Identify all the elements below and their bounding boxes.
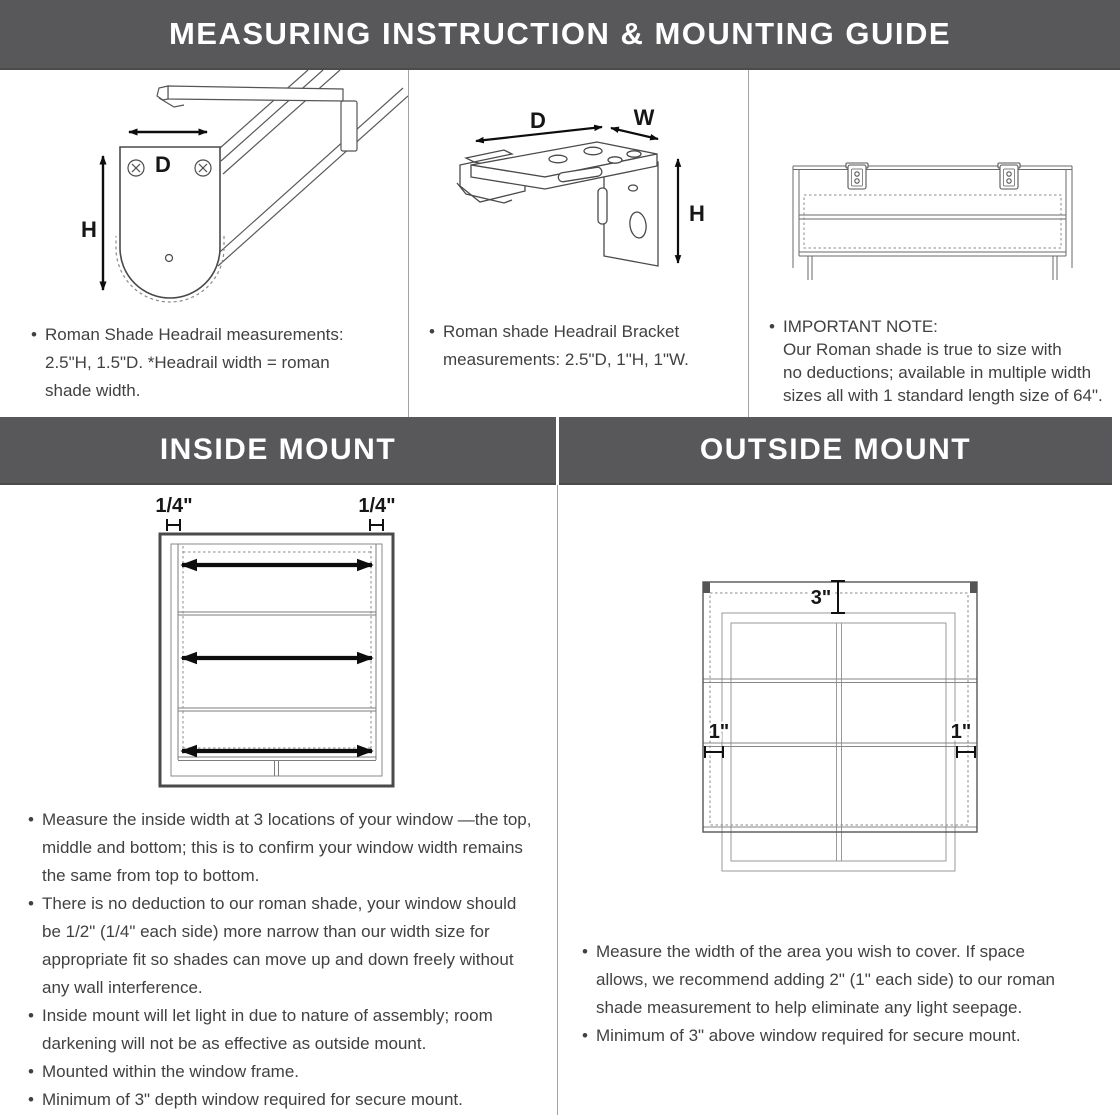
shade-fold-lines (703, 679, 977, 827)
outside-mount-heading: OUTSIDE MOUNT (699, 433, 972, 466)
bullet-line: the same from top to bottom. (42, 866, 260, 885)
bracket-note (429, 318, 689, 374)
inside-mount-heading: INSIDE MOUNT (159, 433, 397, 466)
bullet-line: There is no deduction to our roman shade, your window should (42, 894, 517, 913)
note-line: shade width. (45, 381, 141, 400)
note-line: no deductions; available in multiple width (783, 363, 1092, 382)
outside-mount-heading-bar (559, 417, 1112, 485)
bullet-line: any wall interference. (42, 978, 203, 997)
shade-dashed-border (804, 195, 1061, 248)
bullet-marker: • (769, 317, 775, 336)
panel-divider-2 (748, 70, 749, 417)
right-overlap-tick (957, 746, 975, 758)
bullet-line: Minimum of 3" depth window required for secure mount. (42, 1090, 463, 1109)
bullet-line: Mounted within the window frame. (42, 1062, 300, 1081)
height-label: H (689, 201, 705, 226)
list-item (28, 890, 540, 1002)
height-label: H (81, 217, 97, 242)
shade-dashed-border (710, 593, 968, 825)
bullet-marker: • (429, 322, 435, 341)
list-item (28, 1058, 540, 1086)
right-overlap-label: 1" (950, 721, 972, 743)
bullet-line: appropriate fit so shades can move up and down freely without (42, 950, 514, 969)
note-line: 2.5"H, 1.5"D. *Headrail width = roman (45, 353, 330, 372)
bullet-marker: • (28, 1090, 34, 1109)
bullet-line: Minimum of 3" above window required for secure mount. (596, 1026, 1021, 1045)
inside-mount-diagram (118, 488, 438, 798)
note-line: sizes all with 1 standard length size of 64". (783, 386, 1103, 405)
corner-bracket-marks (703, 582, 977, 593)
bullet-line: Measure the inside width at 3 locations of your window —the top, (42, 810, 532, 829)
inside-mount-heading-bar (0, 417, 556, 485)
page-title-bar (0, 0, 1120, 70)
headrail-mount-bracket (157, 86, 357, 151)
bullet-marker: • (28, 894, 34, 913)
page-title: MEASURING INSTRUCTION & MOUNTING GUIDE (168, 16, 952, 51)
headrail-diagram (0, 70, 408, 320)
note-line: Our Roman shade is true to size with (783, 340, 1062, 359)
top-gap-tick (831, 581, 845, 613)
bullet-line: middle and bottom; this is to confirm your window width remains (42, 838, 523, 857)
bullet-line: Measure the width of the area you wish to cover. If space (596, 942, 1026, 961)
outside-mount-bullets (582, 938, 1082, 1050)
list-item (28, 1086, 540, 1114)
shade-outline (703, 582, 977, 832)
width-label: W (633, 105, 655, 130)
note-title: IMPORTANT NOTE: (783, 317, 938, 336)
width-measure-arrows (182, 565, 372, 751)
right-gap-label: 1/4" (358, 495, 396, 517)
gap-ticks (167, 519, 383, 531)
bullet-marker: • (28, 1006, 34, 1025)
left-gap-tick (167, 519, 180, 531)
bullet-marker: • (31, 325, 37, 344)
bullet-line: Inside mount will let light in due to nature of assembly; room (42, 1006, 493, 1025)
list-item (28, 1002, 540, 1058)
important-note (769, 315, 1103, 407)
bullet-line: shade measurement to help eliminate any light seepage. (596, 998, 1023, 1017)
mounted-shade-lines (793, 166, 1072, 280)
list-item (582, 1022, 1082, 1050)
measure-ticks (705, 581, 975, 758)
bracket-body (457, 142, 658, 266)
mounted-shade-diagram (785, 158, 1085, 284)
note-line: measurements: 2.5"D, 1"H, 1"W. (443, 350, 689, 369)
inside-mount-bullets (28, 806, 540, 1114)
mounting-brackets (846, 163, 1020, 189)
bullet-marker: • (28, 1062, 34, 1081)
list-item (582, 938, 1082, 1022)
outside-mount-diagram (695, 568, 985, 903)
bullet-line: darkening will not be as effective as outside mount. (42, 1034, 427, 1053)
left-overlap-tick (705, 746, 723, 758)
bullet-marker: • (582, 1026, 588, 1045)
note-line: Roman Shade Headrail measurements: (45, 325, 344, 344)
depth-label: D (530, 108, 546, 133)
note-line: Roman shade Headrail Bracket (443, 322, 680, 341)
column-divider (557, 485, 558, 1115)
left-overlap-label: 1" (708, 721, 730, 743)
bullet-line: be 1/2" (1/4" each side) more narrow than our width size for (42, 922, 490, 941)
bullet-marker: • (28, 810, 34, 829)
headrail-note (31, 321, 344, 405)
bullet-marker: • (582, 942, 588, 961)
top-gap-label: 3" (810, 587, 832, 609)
bracket-diagram (408, 70, 748, 320)
shade-dashed-border (183, 546, 371, 754)
bullet-line: allows, we recommend adding 2" (1" each side) to our roman (596, 970, 1056, 989)
list-item (28, 806, 540, 890)
right-gap-tick (370, 519, 383, 531)
depth-label: D (155, 152, 171, 177)
left-gap-label: 1/4" (155, 495, 193, 517)
